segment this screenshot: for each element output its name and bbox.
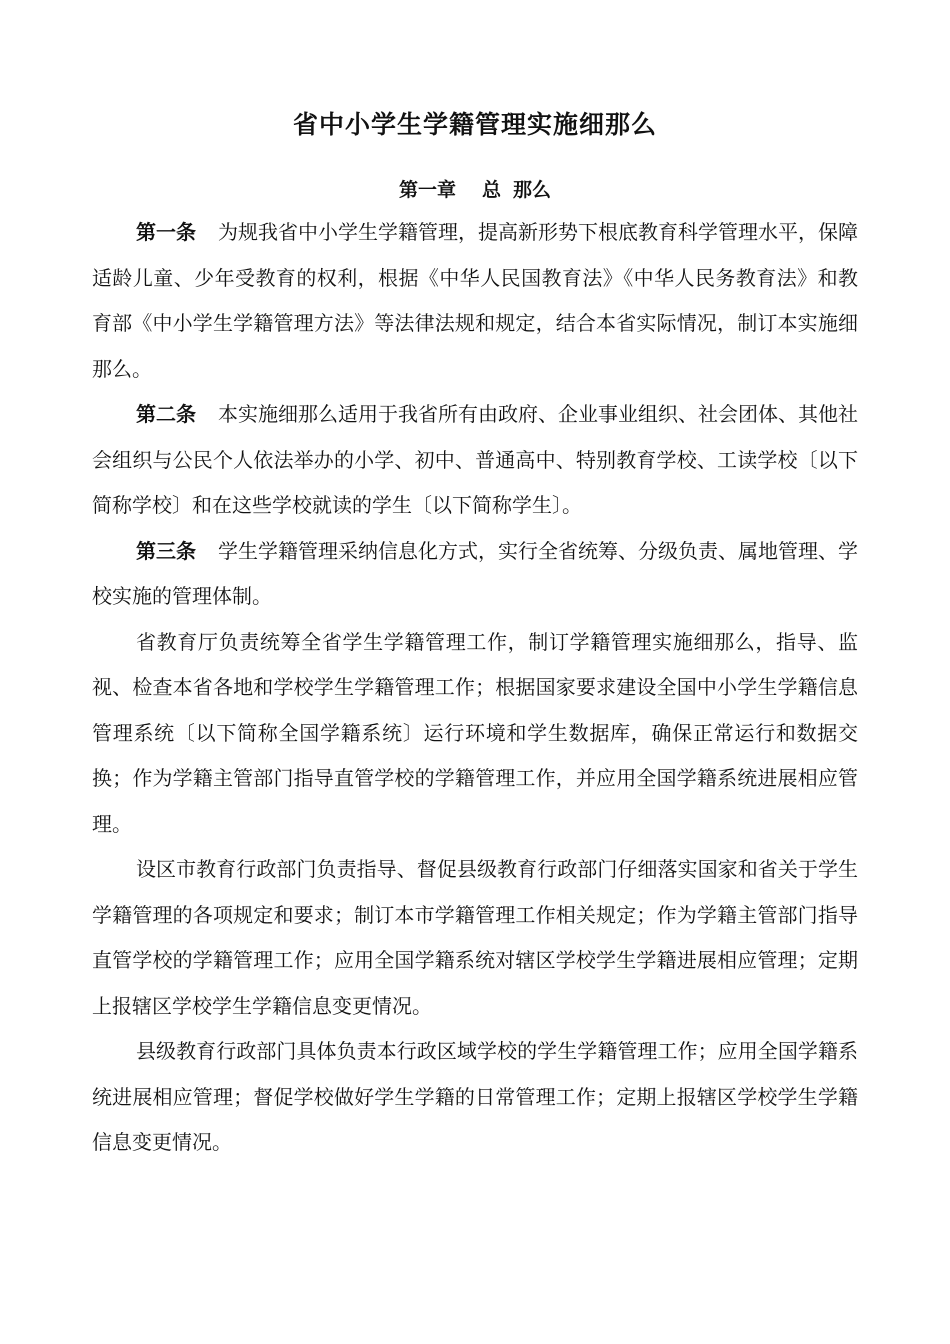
- paragraph-provincial-duties: 省教育厅负责统筹全省学生学籍管理工作，制订学籍管理实施细那么，指导、监视、检查本省各地和学校学生学籍管理工作；根据国家要求建设全国中小学生学籍信息管理系统〔以下简称全国学籍系统〕运行环境和学生数据库，确保正常运行和数据交换；作为学籍主管部门指导直管学校的学籍管理工作，并应用全国学籍系统进展相应管理。: [92, 629, 858, 836]
- article-label: 第一条: [136, 220, 196, 244]
- article-3: [92, 529, 858, 620]
- chapter-name-part1: 总: [481, 179, 501, 201]
- article-1: [92, 210, 858, 392]
- article-text: 为规我省中小学生学籍管理，提高新形势下根底教育科学管理水平，保障适龄儿童、少年受教育的权利，根据《中华人民国教育法》《中华人民务教育法》和教育部《中小学生学籍管理方法》等法律法规和规定，结合本省实际情况，制订本实施细那么。: [92, 220, 858, 381]
- article-2: [92, 392, 858, 529]
- article-label: 第三条: [136, 538, 196, 563]
- article-text: 学生学籍管理采纳信息化方式，实行全省统筹、分级负责、属地管理、学校实施的管理体制。: [92, 538, 858, 608]
- chapter-heading: [92, 170, 858, 210]
- chapter-label: 第一章: [398, 179, 456, 201]
- paragraph-county-duties: 县级教育行政部门具体负责本行政区域学校的学生学籍管理工作；应用全国学籍系统进展相应管理；督促学校做好学生学籍的日常管理工作；定期上报辖区学校学生学籍信息变更情况。: [92, 1039, 858, 1154]
- article-text: 本实施细那么适用于我省所有由政府、企业事业组织、社会团体、其他社会组织与公民个人依法举办的小学、初中、普通高中、特别教育学校、工读学校〔以下简称学校〕和在这些学校就读的学生〔以下简称学生〕。: [92, 402, 858, 517]
- paragraph-city-duties: 设区市教育行政部门负责指导、督促县级教育行政部门仔细落实国家和省关于学生学籍管理的各项规定和要求；制订本市学籍管理工作相关规定；作为学籍主管部门指导直管学校的学籍管理工作；应用全国学籍系统对辖区学校学生学籍进展相应管理；定期上报辖区学校学生学籍信息变更情况。: [92, 857, 858, 1018]
- chapter-name-part2: 那么: [513, 179, 552, 201]
- document-title: 省中小学生学籍管理实施细那么: [292, 110, 657, 139]
- article-label: 第二条: [136, 402, 196, 426]
- document-page: [92, 100, 858, 1166]
